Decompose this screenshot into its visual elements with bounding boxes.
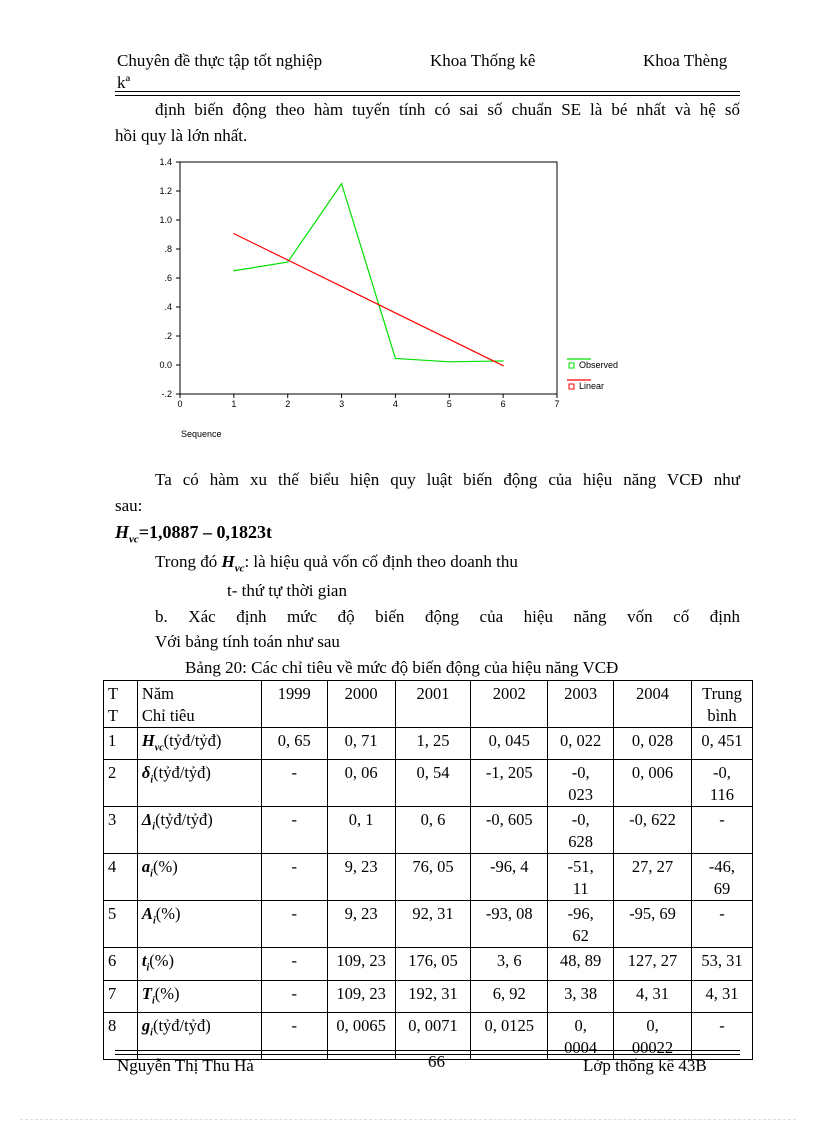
trend-intro-line-1: Ta có hàm xu thế biểu hiện quy luật biến động của hiệu năng VCĐ như (155, 470, 740, 489)
indicator-unit: (tỷđ/tỷđ) (153, 763, 211, 783)
row-indicator (137, 948, 261, 980)
y-tick-label: 1.4 (159, 157, 172, 167)
header-year: 2002 (471, 681, 548, 728)
table-cell: 0, 006 (614, 760, 692, 807)
table-cell: - (261, 980, 327, 1012)
legend-marker (569, 384, 574, 389)
footer-class: Lớp thống kê 43B (583, 1056, 707, 1075)
x-tick-label: 7 (554, 399, 560, 409)
table-cell: 48, 89 (548, 948, 614, 980)
table-cell: - (261, 807, 327, 854)
header-year: 2004 (614, 681, 692, 728)
row-indicator (137, 901, 261, 948)
table-cell: 0, 022 (548, 728, 614, 760)
data-point (341, 183, 342, 184)
row-number: 4 (104, 854, 138, 901)
page-number: 66 (428, 1052, 445, 1071)
indicator-unit: (tỷđ/tỷđ) (155, 810, 213, 830)
time-explanation: t- thứ tự thời gian (227, 581, 347, 600)
data-point (341, 286, 342, 287)
table-cell: - (261, 1012, 327, 1059)
table-row (104, 980, 753, 1012)
table-cell: 192, 31 (395, 980, 471, 1012)
indicator-symbol: δ (141, 763, 151, 783)
table-caption: Bảng 20: Các chỉ tiêu về mức độ biến động của hiệu năng VCĐ (185, 658, 619, 677)
trend-intro-line-2: sau: (115, 496, 143, 515)
table-cell: 4, 31 (614, 980, 692, 1012)
table-cell: 92, 31 (395, 901, 471, 948)
row-number: 8 (104, 1012, 138, 1059)
indicator-symbol: a (141, 857, 151, 877)
indicator-unit: (tỷđ/tỷđ) (152, 1015, 211, 1035)
legend-label: Observed (579, 360, 619, 370)
indicator-symbol: H (141, 731, 155, 750)
variation-table (103, 680, 753, 1060)
table-cell: -96, 62 (548, 901, 614, 948)
indicator-unit: (%) (152, 857, 178, 877)
x-tick-label: 6 (500, 399, 506, 409)
row-indicator (137, 854, 261, 901)
y-tick-label: 1.2 (159, 186, 172, 196)
row-indicator (137, 980, 261, 1012)
y-tick-label: 1.0 (159, 215, 172, 225)
header-indicator: Năm Chỉ tiêu (137, 681, 261, 728)
indicator-symbol: g (141, 1015, 151, 1035)
row-number: 5 (104, 901, 138, 948)
header-center: Khoa Thống kê (430, 51, 536, 70)
table-cell: 109, 23 (327, 980, 395, 1012)
indicator-unit: (tỷđ/tỷđ) (163, 731, 222, 750)
table-cell: 0, 00022 (614, 1012, 692, 1059)
table-cell: - (261, 901, 327, 948)
table-row (104, 854, 753, 901)
x-tick-label: 4 (392, 399, 398, 409)
table-cell: 3, 6 (471, 948, 548, 980)
indicator-symbol: Δ (141, 810, 153, 830)
y-tick-label: .2 (164, 331, 172, 341)
data-point (503, 360, 504, 361)
table-row (104, 948, 753, 980)
table-cell: 0, 451 (691, 728, 752, 760)
table-cell: 127, 27 (614, 948, 692, 980)
table-cell: 9, 23 (327, 901, 395, 948)
table-cell: -95, 69 (614, 901, 692, 948)
table-cell: -51, 11 (548, 854, 614, 901)
table-cell: 0, 6 (395, 807, 471, 854)
table-cell: 76, 05 (395, 854, 471, 901)
row-indicator (137, 807, 261, 854)
indicator-subscript: i (146, 962, 150, 974)
page-edge (20, 1119, 796, 1120)
table-header-row (104, 681, 753, 728)
indicator-unit: (%) (155, 904, 181, 924)
table-cell: -0, 628 (548, 807, 614, 854)
table-cell: 0, 1 (327, 807, 395, 854)
table-cell: - (691, 1012, 752, 1059)
row-number: 2 (104, 760, 138, 807)
table-cell: 27, 27 (614, 854, 692, 901)
table-cell: -96, 4 (471, 854, 548, 901)
row-number: 6 (104, 948, 138, 980)
data-point (449, 361, 450, 362)
table-cell: 3, 38 (548, 980, 614, 1012)
data-point (233, 270, 234, 271)
table-row (104, 760, 753, 807)
section-b-title: b. Xác định mức độ biến động của hiệu năng vốn cố định (155, 607, 740, 626)
table-cell: 0, 54 (395, 760, 471, 807)
table-cell: -0, 622 (614, 807, 692, 854)
table-row (104, 728, 753, 760)
row-number: 1 (104, 728, 138, 760)
data-point (395, 312, 396, 313)
table-cell: 0, 028 (614, 728, 692, 760)
indicator-subscript: i (152, 915, 156, 927)
header-rule (115, 91, 740, 96)
indicator-unit: (%) (154, 983, 180, 1003)
x-tick-label: 2 (285, 399, 291, 409)
data-point (449, 339, 450, 340)
table-cell: 0, 0004 (548, 1012, 614, 1059)
legend-marker (569, 363, 574, 368)
table-cell: 0, 0065 (327, 1012, 395, 1059)
table-cell: -46, 69 (691, 854, 752, 901)
trend-formula: $H_{vc}=1,0887 - 0,1823t$ (115, 522, 273, 546)
indicator-subscript: i (152, 994, 155, 1006)
header-year: 1999 (261, 681, 327, 728)
y-tick-label: .6 (164, 273, 172, 283)
header-year: 2000 (327, 681, 395, 728)
indicator-subscript: i (150, 1027, 153, 1039)
row-indicator (137, 728, 261, 760)
formula-explanation: Trong đó $H_{vc}$: là hiệu quả vốn cố định theo doanh thu (155, 552, 518, 575)
indicator-symbol: T (141, 983, 153, 1003)
intro-line-2: hồi quy là lớn nhất. (115, 126, 248, 145)
table-row (104, 901, 753, 948)
data-point (287, 259, 288, 260)
table-cell: 4, 31 (691, 980, 752, 1012)
indicator-subscript: i (150, 868, 153, 880)
header-tt: T T (104, 681, 138, 728)
header-right: Khoa Thèng (643, 51, 728, 70)
table-cell: 109, 23 (327, 948, 395, 980)
indicator-subscript: vc (154, 742, 164, 754)
table-intro: Với bảng tính toán như sau (155, 632, 340, 651)
y-tick-label: .4 (164, 302, 172, 312)
table-cell: 53, 31 (691, 948, 752, 980)
data-point (395, 358, 396, 359)
table-row (104, 807, 753, 854)
table-cell: 0, 06 (327, 760, 395, 807)
header-year: 2001 (395, 681, 471, 728)
table-cell: - (261, 854, 327, 901)
table-cell: 0, 65 (261, 728, 327, 760)
header-year: 2003 (548, 681, 614, 728)
x-tick-label: 5 (446, 399, 452, 409)
indicator-unit: (%) (149, 951, 175, 971)
indicator-subscript: i (150, 774, 154, 786)
plot-frame (180, 162, 557, 394)
x-tick-label: 0 (177, 399, 183, 409)
table-cell: - (691, 901, 752, 948)
header-average: Trung bình (691, 681, 752, 728)
trend-chart (140, 150, 660, 450)
table-cell: -1, 205 (471, 760, 548, 807)
data-point (233, 233, 234, 234)
x-tick-label: 3 (339, 399, 345, 409)
row-indicator (137, 760, 261, 807)
y-tick-label: 0.0 (159, 360, 172, 370)
header-left: Chuyên đề thực tập tốt nghiệp (117, 51, 323, 70)
y-tick-label: .8 (164, 244, 172, 254)
y-tick-label: -.2 (161, 389, 172, 399)
table-cell: 9, 23 (327, 854, 395, 901)
x-tick-label: 1 (231, 399, 237, 409)
indicator-symbol: t (141, 951, 147, 971)
table-cell: 6, 92 (471, 980, 548, 1012)
table-cell: 0, 045 (471, 728, 548, 760)
footer-author: Nguyễn Thị Thu Hà (117, 1056, 254, 1075)
row-number: 3 (104, 807, 138, 854)
table-cell: -0, 023 (548, 760, 614, 807)
x-axis-label: Sequence (181, 429, 222, 439)
row-number: 7 (104, 980, 138, 1012)
table-cell: - (261, 760, 327, 807)
data-point (287, 261, 288, 262)
table-cell: -0, 605 (471, 807, 548, 854)
table-cell: -93, 08 (471, 901, 548, 948)
table-cell: - (691, 807, 752, 854)
table-cell: - (261, 948, 327, 980)
header-left-wrap: kª (117, 73, 131, 92)
legend-label: Linear (579, 381, 605, 391)
table-cell: -0, 116 (691, 760, 752, 807)
table-cell: 0, 0071 (395, 1012, 471, 1059)
table-cell: 0, 71 (327, 728, 395, 760)
table-cell: 176, 05 (395, 948, 471, 980)
table-cell: 0, 0125 (471, 1012, 548, 1059)
intro-line-1: định biến động theo hàm tuyến tính có sai số chuẩn SE là bé nhất và hệ số (155, 100, 740, 119)
indicator-symbol: A (141, 904, 153, 924)
table-cell: 1, 25 (395, 728, 471, 760)
data-point (503, 365, 504, 366)
indicator-subscript: i (152, 821, 156, 833)
